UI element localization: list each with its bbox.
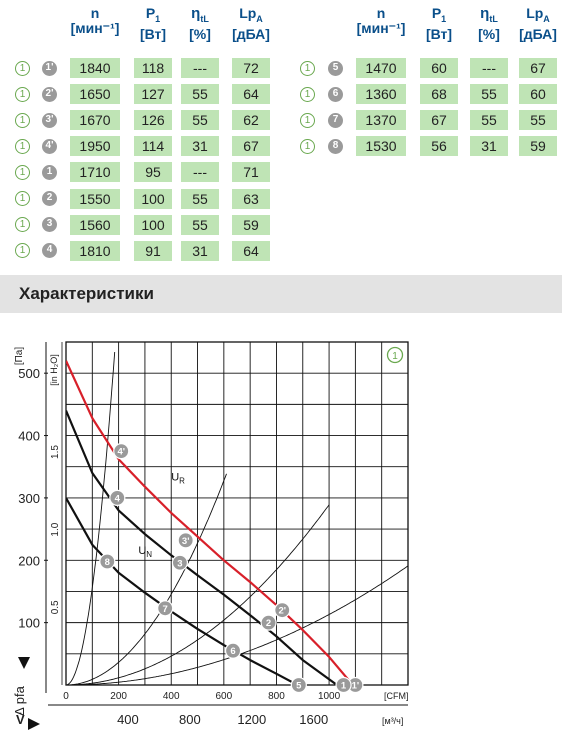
table-cell-n: 1840 — [70, 58, 120, 78]
section-title: Характеристики — [19, 284, 154, 303]
operating-point-label: 1' — [351, 680, 360, 692]
table-cell-p1: 95 — [134, 162, 172, 182]
y-tick-label: 500 — [18, 366, 40, 382]
operating-point-label: 4' — [117, 446, 126, 458]
table-cell-eta: 55 — [181, 189, 219, 209]
operating-point-marker: 4' — [42, 139, 57, 154]
operating-point-marker: 2' — [42, 87, 57, 102]
column-header-subscript: tL — [489, 13, 498, 24]
column-header-name: Lp — [526, 5, 544, 21]
table-cell-eta: 55 — [181, 84, 219, 104]
y-tick-label: 100 — [18, 615, 40, 631]
column-header-unit: [%] — [478, 25, 500, 42]
x-tick-label-cfm: 0 — [63, 691, 69, 702]
x-tick-label-m3h: 1600 — [299, 712, 329, 727]
column-header-unit: [дБА] — [232, 25, 270, 42]
x-tick-label-cfm: 1000 — [317, 691, 341, 702]
set-marker: 1 — [15, 87, 30, 102]
table-cell-eta: 55 — [470, 110, 508, 130]
table-cell-n: 1810 — [70, 241, 120, 261]
table-cell-lpa: 59 — [232, 215, 270, 235]
column-header-subscript: tL — [200, 13, 209, 24]
x-tick-label-cfm: 600 — [215, 691, 233, 702]
set-marker: 1 — [15, 61, 30, 76]
table-cell-p1: 68 — [420, 84, 458, 104]
table-cell-n: 1550 — [70, 189, 120, 209]
table-cell-lpa: 67 — [519, 58, 557, 78]
table-cell-lpa: 59 — [519, 136, 557, 156]
table-cell-eta: 55 — [181, 215, 219, 235]
operating-point-label: 5 — [296, 680, 302, 692]
plot-frame — [66, 342, 408, 685]
column-header-unit: [мин⁻¹] — [70, 20, 120, 36]
column-header-unit: [мин⁻¹] — [356, 20, 406, 36]
table-cell-lpa: 64 — [232, 84, 270, 104]
set-marker: 1 — [300, 113, 315, 128]
operating-point-label: 1 — [340, 680, 347, 692]
operating-point-marker: 3' — [42, 113, 57, 128]
table-cell-eta: --- — [181, 162, 219, 182]
y-axis-unit: [Па] — [14, 346, 25, 366]
column-header-name: P — [145, 5, 156, 21]
table-cell-p1: 56 — [420, 136, 458, 156]
y-tick-label: 300 — [18, 490, 40, 506]
column-header-name: Lp — [239, 5, 257, 21]
table-cell-n: 1950 — [70, 136, 120, 156]
y-axis-inh2o-unit: [in H₂O] — [49, 354, 59, 386]
x-axis-arrow — [28, 718, 40, 730]
table-cell-lpa: 72 — [232, 58, 270, 78]
column-header-unit: [дБА] — [519, 25, 557, 42]
y-axis-label: Δ pfa — [12, 686, 27, 716]
x-tick-label-m3h: 800 — [179, 712, 201, 727]
set-marker: 1 — [300, 87, 315, 102]
operating-point-label: 7 — [162, 603, 168, 615]
operating-point-label: 4 — [114, 493, 120, 505]
x-tick-label-m3h: 1200 — [237, 712, 267, 727]
operating-point-label: 8 — [104, 557, 110, 569]
operating-point-label: 3' — [181, 535, 190, 547]
table-cell-lpa: 67 — [232, 136, 270, 156]
table-cell-p1: 91 — [134, 241, 172, 261]
table-cell-n: 1360 — [356, 84, 406, 104]
operating-point-marker: 8 — [328, 139, 343, 154]
chart-set-label: 1 — [392, 351, 398, 362]
operating-point-marker: 2 — [42, 191, 57, 206]
column-header-name: n — [90, 5, 100, 21]
column-header-subscript: A — [256, 13, 263, 24]
operating-point-marker: 4 — [42, 243, 57, 258]
y-axis-arrow — [18, 657, 30, 669]
y-inh2o-tick-label: 1.0 — [50, 522, 61, 537]
table-cell-n: 1370 — [356, 110, 406, 130]
x-tick-label-m3h: 400 — [117, 712, 139, 727]
table-cell-n: 1560 — [70, 215, 120, 235]
x-axis-unit-cfm: [CFM] — [384, 691, 409, 701]
table-cell-p1: 67 — [420, 110, 458, 130]
operating-point-marker: 7 — [328, 113, 343, 128]
curve-label: $U_N$ — [138, 545, 153, 560]
table-cell-lpa: 64 — [232, 241, 270, 261]
column-header-subscript: 1 — [155, 13, 161, 24]
table-cell-p1: 100 — [134, 215, 172, 235]
column-header — [216, 6, 286, 42]
y-inh2o-tick-label: 0.5 — [50, 600, 61, 615]
table-cell-eta: 31 — [181, 136, 219, 156]
table-cell-p1: 60 — [420, 58, 458, 78]
column-header-name: η — [480, 5, 490, 22]
table-cell-p1: 127 — [134, 84, 172, 104]
operating-point-label: 3 — [177, 558, 183, 570]
column-header-name: η — [191, 5, 201, 22]
column-header-subscript: A — [543, 13, 550, 24]
column-header — [503, 6, 562, 42]
table-cell-eta: 55 — [470, 84, 508, 104]
operating-point-marker: 1' — [42, 61, 57, 76]
set-marker: 1 — [15, 113, 30, 128]
table-cell-n: 1670 — [70, 110, 120, 130]
x-tick-label-cfm: 800 — [268, 691, 285, 702]
set-marker: 1 — [15, 217, 30, 232]
table-cell-lpa: 60 — [519, 84, 557, 104]
operating-point-marker: 5 — [328, 61, 343, 76]
curve-label: $U_R$ — [171, 471, 185, 486]
column-header-subscript: 1 — [441, 13, 447, 24]
table-cell-lpa: 55 — [519, 110, 557, 130]
x-axis-label: V̇ — [16, 712, 25, 727]
column-header-name: n — [376, 5, 386, 21]
operating-point-label: 6 — [230, 646, 236, 658]
table-cell-n: 1710 — [70, 162, 120, 182]
table-cell-p1: 114 — [134, 136, 172, 156]
table-cell-eta: --- — [181, 58, 219, 78]
table-cell-p1: 100 — [134, 189, 172, 209]
set-marker: 1 — [15, 139, 30, 154]
column-header-unit: [%] — [189, 25, 211, 42]
table-cell-n: 1530 — [356, 136, 406, 156]
table-cell-n: 1650 — [70, 84, 120, 104]
table-cell-p1: 126 — [134, 110, 172, 130]
table-cell-eta: --- — [470, 58, 508, 78]
operating-point-label: 2' — [278, 605, 287, 617]
set-marker: 1 — [15, 165, 30, 180]
x-axis-unit-m3h: [м³/ч] — [382, 716, 404, 726]
column-header-unit: [Вт] — [139, 25, 167, 42]
table-cell-eta: 31 — [470, 136, 508, 156]
operating-point-marker: 3 — [42, 217, 57, 232]
table-cell-lpa: 63 — [232, 189, 270, 209]
fan-characteristic-chart — [0, 320, 562, 740]
table-cell-eta: 55 — [181, 110, 219, 130]
y-tick-label: 200 — [18, 553, 40, 569]
set-marker: 1 — [15, 243, 30, 258]
y-tick-label: 400 — [18, 428, 40, 444]
operating-point-marker: 6 — [328, 87, 343, 102]
column-header-unit: [Вт] — [425, 25, 453, 42]
operating-point-label: 2 — [265, 618, 272, 630]
set-marker: 1 — [15, 191, 30, 206]
x-tick-label-cfm: 200 — [110, 691, 127, 702]
table-cell-p1: 118 — [134, 58, 172, 78]
table-cell-n: 1470 — [356, 58, 406, 78]
table-cell-eta: 31 — [181, 241, 219, 261]
x-tick-label-cfm: 400 — [162, 691, 180, 702]
set-marker: 1 — [300, 139, 315, 154]
section-header — [0, 275, 562, 313]
set-marker: 1 — [300, 61, 315, 76]
operating-point-marker: 1 — [42, 165, 57, 180]
column-header-name: P — [431, 5, 442, 21]
table-cell-lpa: 62 — [232, 110, 270, 130]
y-inh2o-tick-label: 1.5 — [50, 445, 61, 459]
table-cell-lpa: 71 — [232, 162, 270, 182]
